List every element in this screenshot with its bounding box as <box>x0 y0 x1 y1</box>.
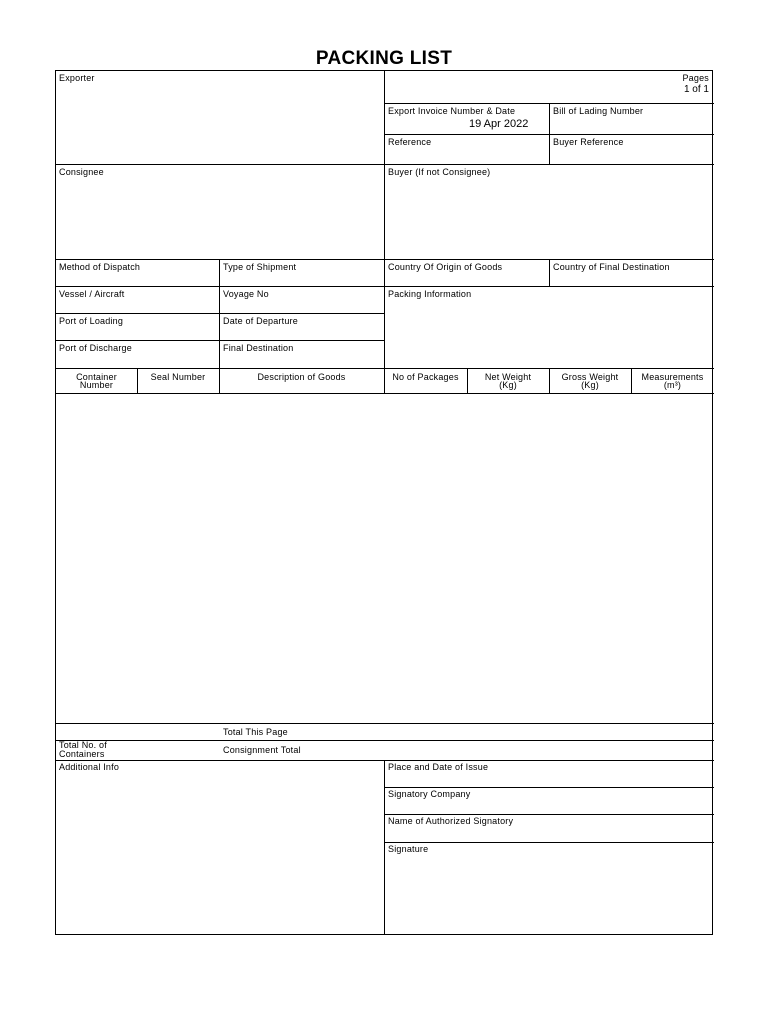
divider <box>549 259 550 286</box>
divider <box>56 393 714 394</box>
divider <box>56 740 714 741</box>
country-of-destination-label: Country of Final Destination <box>553 262 670 272</box>
signature-label: Signature <box>388 844 429 854</box>
col-header-line: Seal Number <box>150 372 206 382</box>
col-header-line: Container <box>76 372 117 382</box>
reference-label: Reference <box>388 137 432 147</box>
col-header-line: (m³) <box>663 380 682 390</box>
divider <box>56 340 384 341</box>
divider <box>384 787 714 788</box>
col-header-line: (Kg) <box>581 380 599 390</box>
total-containers-line: Total No. of <box>59 740 107 750</box>
divider <box>384 760 385 935</box>
authorized-signatory-label: Name of Authorized Signatory <box>388 816 514 826</box>
packing-information-label: Packing Information <box>388 289 472 299</box>
date-of-departure-label: Date of Departure <box>223 316 298 326</box>
col-header-line: Description of Goods <box>257 372 346 382</box>
buyer-label: Buyer (If not Consignee) <box>388 167 491 177</box>
col-header-line: Measurements <box>641 372 704 382</box>
type-of-shipment-label: Type of Shipment <box>223 262 297 272</box>
col-header-line: Gross Weight <box>561 372 619 382</box>
col-header-seal-number <box>137 372 219 382</box>
buyer-reference-label: Buyer Reference <box>553 137 624 147</box>
invoice-label: Export Invoice Number & Date <box>388 106 516 116</box>
divider <box>56 723 714 724</box>
country-of-origin-label: Country Of Origin of Goods <box>388 262 503 272</box>
divider <box>549 103 550 164</box>
signatory-company-label: Signatory Company <box>388 789 471 799</box>
col-header-description <box>219 372 384 382</box>
vessel-label: Vessel / Aircraft <box>59 289 125 299</box>
total-this-page-label: Total This Page <box>223 727 288 737</box>
col-header-line: Number <box>79 380 114 390</box>
pages-value: 1 of 1 <box>683 84 709 95</box>
divider <box>56 164 714 165</box>
additional-info-label: Additional Info <box>59 762 120 772</box>
port-of-loading-label: Port of Loading <box>59 316 124 326</box>
total-containers-line: Containers <box>59 749 105 759</box>
divider <box>384 71 385 393</box>
col-header-line: Net Weight <box>484 372 532 382</box>
invoice-date: 19 Apr 2022 <box>469 118 529 130</box>
method-of-dispatch-label: Method of Dispatch <box>59 262 141 272</box>
col-header-gross-weight <box>549 372 631 390</box>
divider <box>56 368 714 369</box>
col-header-measurements <box>631 372 714 390</box>
divider <box>384 814 714 815</box>
pages-label: Pages <box>682 73 709 83</box>
divider <box>56 286 714 287</box>
col-header-net-weight <box>467 372 549 390</box>
port-of-discharge-label: Port of Discharge <box>59 343 132 353</box>
divider <box>56 313 384 314</box>
col-header-line: (Kg) <box>499 380 517 390</box>
divider <box>56 259 714 260</box>
col-header-line: No of Packages <box>392 372 459 382</box>
col-header-container-number <box>56 372 137 390</box>
total-containers-label <box>59 741 107 759</box>
exporter-label: Exporter <box>59 73 95 83</box>
consignee-label: Consignee <box>59 167 104 177</box>
final-destination-label: Final Destination <box>223 343 294 353</box>
place-date-issue-label: Place and Date of Issue <box>388 762 489 772</box>
bill-of-lading-label: Bill of Lading Number <box>553 106 644 116</box>
consignment-total-label: Consignment Total <box>223 745 301 755</box>
col-header-packages <box>384 372 467 382</box>
divider <box>384 842 714 843</box>
document-title: PACKING LIST <box>315 48 453 69</box>
voyage-no-label: Voyage No <box>223 289 269 299</box>
packing-list-form <box>55 70 713 935</box>
divider <box>56 760 714 761</box>
